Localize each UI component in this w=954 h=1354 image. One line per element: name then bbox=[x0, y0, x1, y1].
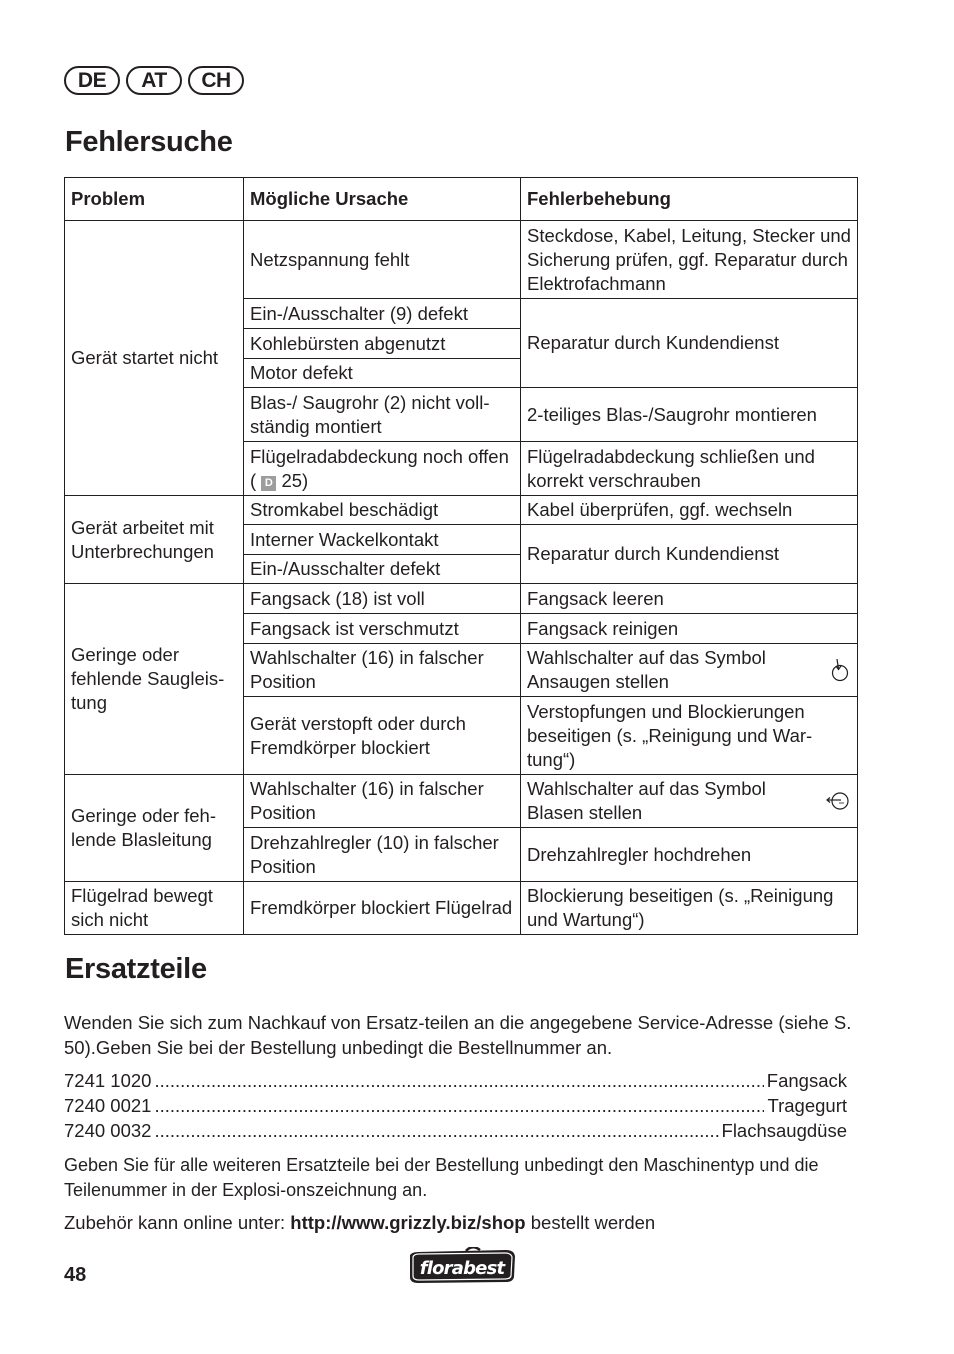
page-title: Fehlersuche bbox=[65, 126, 233, 158]
cause-cell: Fangsack (18) ist voll bbox=[244, 584, 521, 614]
table-row bbox=[65, 584, 858, 614]
part-name: Tragegurt bbox=[767, 1095, 847, 1116]
problem-cell: Geringe oder fehlende Saugleistung bbox=[65, 584, 244, 775]
cause-cell: Wahlschalter (16) in falscher Position bbox=[244, 775, 521, 828]
remedy-text: Wahlschalter auf das Symbol Ansaugen stellen bbox=[527, 647, 766, 692]
leader-dots bbox=[154, 1093, 764, 1118]
page-number: 48 bbox=[64, 1264, 87, 1286]
leader-dots bbox=[154, 1068, 763, 1093]
remedy-cell: Fangsack leeren bbox=[521, 584, 858, 614]
part-number: 7240 0032 bbox=[64, 1120, 152, 1141]
cause-cell: Ein-/Ausschalter (9) defekt bbox=[244, 299, 521, 329]
remedy-cell bbox=[521, 775, 858, 828]
cause-text: Flügelradabdeckung noch offen ( bbox=[250, 445, 509, 491]
spares-intro: Wenden Sie sich zum Nachkauf von Ersatz-teilen an die angegebene Service-Adresse (siehe S. 50).Geben Sie bei der Bestellung unbedingt die Bestellnummer an. bbox=[64, 1012, 852, 1058]
header-remedy: Fehlerbehebung bbox=[521, 178, 858, 221]
part-name: Fangsack bbox=[766, 1070, 847, 1091]
remedy-cell: 2-teiliges Blas-/Saugrohr montieren bbox=[521, 388, 858, 442]
cause-cell: Netzspannung fehlt bbox=[244, 221, 521, 299]
remedy-cell: Kabel überprüfen, ggf. wechseln bbox=[521, 496, 858, 525]
list-item bbox=[64, 1093, 847, 1118]
suction-mode-icon bbox=[829, 657, 851, 683]
table-row bbox=[65, 496, 858, 525]
list-item bbox=[64, 1068, 847, 1093]
cause-cell bbox=[244, 442, 521, 496]
blow-mode-icon bbox=[825, 790, 851, 812]
spares-note: Geben Sie für alle weiteren Ersatzteile bei der Bestellung unbedingt den Maschinentyp und die Teilenummer in der Explosi-onszeichnung an. bbox=[64, 1155, 819, 1200]
cause-cell: Interner Wackelkontakt bbox=[244, 525, 521, 555]
cause-cell: Gerät verstopft oder durch Fremdkörper blockiert bbox=[244, 697, 521, 775]
section-title-spares: Ersatzteile bbox=[65, 953, 207, 985]
cause-cell: Motor defekt bbox=[244, 359, 521, 388]
remedy-cell: Blockierung beseitigen (s. „Reinigung und Wartung“) bbox=[521, 882, 858, 935]
part-number: 7240 0021 bbox=[64, 1095, 152, 1116]
remedy-cell: Steckdose, Kabel, Leitung, Stecker und Sicherung prüfen, ggf. Reparatur durch Elektrofachmann bbox=[521, 221, 858, 299]
cause-cell: Stromkabel beschädigt bbox=[244, 496, 521, 525]
country-badges bbox=[64, 66, 244, 95]
florabest-logo bbox=[406, 1247, 518, 1285]
cause-cell: Blas-/ Saugrohr (2) nicht vollständig montiert bbox=[244, 388, 521, 442]
parts-list bbox=[64, 1068, 847, 1143]
problem-cell: Geringe oder fehlende Blasleitung bbox=[65, 775, 244, 882]
badge-at: AT bbox=[126, 66, 182, 95]
remedy-cell: Reparatur durch Kundendienst bbox=[521, 525, 858, 584]
cause-cell: Fangsack ist verschmutzt bbox=[244, 614, 521, 644]
cause-cell: Fremdkörper blockiert Flügelrad bbox=[244, 882, 521, 935]
cause-cell: Kohlebürsten abgenutzt bbox=[244, 329, 521, 359]
remedy-cell: Flügelradabdeckung schließen und korrekt verschrauben bbox=[521, 442, 858, 496]
header-problem: Problem bbox=[65, 178, 244, 221]
remedy-cell: Fangsack reinigen bbox=[521, 614, 858, 644]
part-number: 7241 1020 bbox=[64, 1070, 152, 1091]
remedy-cell: Reparatur durch Kundendienst bbox=[521, 299, 858, 388]
table-header-row bbox=[65, 178, 858, 221]
badge-de: DE bbox=[64, 66, 120, 95]
online-suffix: bestellt werden bbox=[525, 1212, 656, 1233]
problem-cell: Flügelrad bewegt sich nicht bbox=[65, 882, 244, 935]
shop-link[interactable]: http://www.grizzly.biz/shop bbox=[290, 1212, 526, 1233]
cause-text: 25) bbox=[276, 469, 309, 491]
online-line bbox=[64, 1210, 854, 1235]
logo-text: florabest bbox=[419, 1258, 505, 1279]
cause-cell: Drehzahlregler (10) in falscher Position bbox=[244, 828, 521, 882]
remedy-cell: Verstopfungen und Blockierungen beseitigen (s. „Reinigung und Wartung“) bbox=[521, 697, 858, 775]
document-reference-icon: D bbox=[261, 476, 276, 491]
list-item bbox=[64, 1118, 847, 1143]
table-row bbox=[65, 882, 858, 935]
header-cause: Mögliche Ursache bbox=[244, 178, 521, 221]
remedy-cell: Drehzahlregler hochdrehen bbox=[521, 828, 858, 882]
table-row bbox=[65, 775, 858, 828]
table-row bbox=[65, 221, 858, 299]
online-prefix: Zubehör kann online unter: bbox=[64, 1212, 291, 1233]
remedy-text: Wahlschalter auf das Symbol Blasen stellen bbox=[527, 778, 766, 823]
problem-cell: Gerät arbeitet mit Unterbrechungen bbox=[65, 496, 244, 584]
troubleshooting-table bbox=[64, 177, 858, 935]
badge-ch: CH bbox=[188, 66, 244, 95]
part-name: Flachsaugdüse bbox=[721, 1120, 847, 1141]
cause-cell: Ein-/Ausschalter defekt bbox=[244, 555, 521, 584]
problem-cell: Gerät startet nicht bbox=[65, 221, 244, 496]
cause-cell: Wahlschalter (16) in falscher Position bbox=[244, 644, 521, 697]
leader-dots bbox=[154, 1118, 718, 1143]
remedy-cell bbox=[521, 644, 858, 697]
